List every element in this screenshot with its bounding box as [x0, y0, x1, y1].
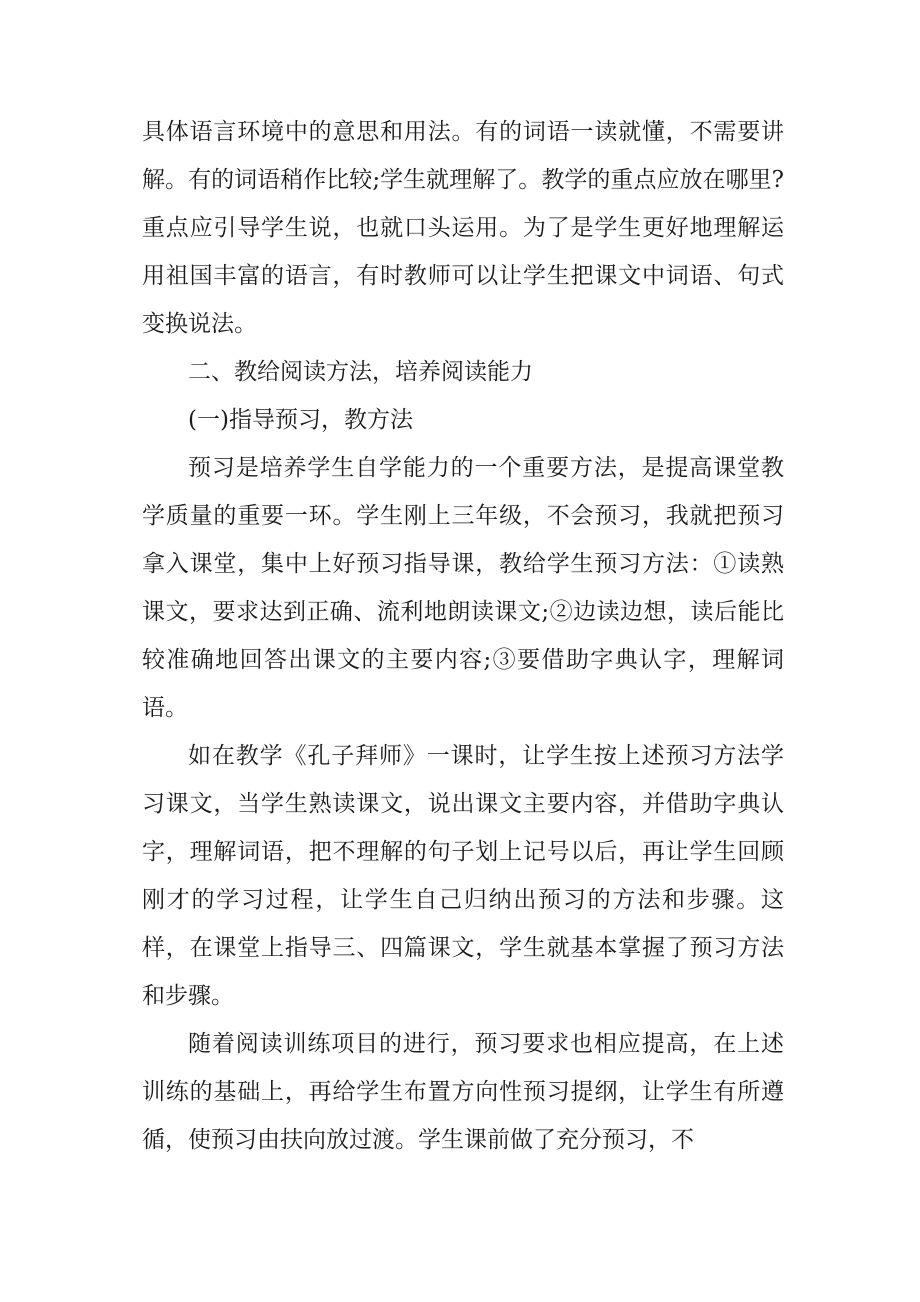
paragraph-progression: 随着阅读训练项目的进行，预习要求也相应提高，在上述训练的基础上，再给学生布置方向性预习提纲，让学生有所遵循，使预习由扶向放过渡。学生课前做了充分预习，不 [142, 1031, 784, 1153]
subsection-heading: (一)指导预习，教方法 [188, 407, 413, 433]
paragraph-example: 如在教学《孔子拜师》一课时，让学生按上述预习方法学习课文，当学生熟读课文，说出课文主要内容，并借助字典认字，理解词语，把不理解的句子划上记号以后，再让学生回顾刚才的学习过程，让学生自己归纳出预习的方法和步骤。这样，在课堂上指导三、四篇课文，学生就基本掌握了预习方法和步骤。 [142, 743, 784, 1009]
document-body [142, 108, 784, 1164]
paragraph-preview-method: 预习是培养学生自学能力的一个重要方法，是提高课堂教学质量的重要一环。学生刚上三年级，不会预习，我就把预习拿入课堂，集中上好预习指导课，教给学生预习方法：①读熟课文，要求达到正确、流利地朗读课文;②边读边想，读后能比较准确地回答出课文的主要内容;③要借助字典认字，理解词语。 [142, 455, 784, 721]
section-heading: 二、教给阅读方法，培养阅读能力 [188, 359, 533, 385]
paragraph-continuation: 具体语言环境中的意思和用法。有的词语一读就懂，不需要讲解。有的词语稍作比较;学生就理解了。教学的重点应放在哪里?重点应引导学生说，也就口头运用。为了是学生更好地理解运用祖国丰富的语言，有时教师可以让学生把课文中词语、句式变换说法。 [142, 119, 784, 337]
